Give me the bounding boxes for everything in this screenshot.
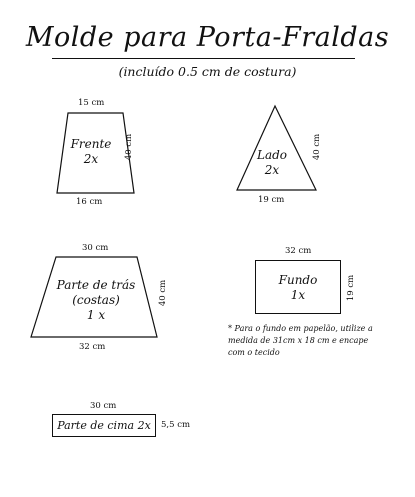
cima-label: Parte de cima 2x [57, 419, 151, 432]
frente-name: Frente [70, 137, 112, 151]
frente-label [66, 137, 116, 167]
subtitle: (incluído 0.5 cm de costura) [118, 64, 297, 79]
lado-height-dim: 40 cm [312, 133, 323, 161]
tras-qty: 1 x [86, 308, 106, 322]
fundo-qty: 1x [290, 288, 306, 302]
fundo-label [275, 273, 321, 303]
fundo-height-dim: 19 cm [346, 274, 357, 302]
tras-bottom-dim: 32 cm [79, 342, 106, 352]
tras-name-line2: (costas) [72, 293, 120, 307]
cima-shape [52, 414, 156, 437]
cardboard-note: * Para o fundo em papelão, utilize a medida de 31cm x 18 cm e encape com o tecido [228, 324, 373, 357]
lado-label [252, 148, 292, 178]
lado-name: Lado [256, 148, 288, 162]
cima-height-dim: 5,5 cm [161, 420, 191, 430]
tras-label [54, 278, 138, 323]
tras-height-dim: 40 cm [158, 279, 169, 307]
fundo-name: Fundo [278, 273, 318, 287]
frente-top-dim: 15 cm [78, 98, 105, 108]
lado-base-dim: 19 cm [258, 195, 285, 205]
frente-bottom-dim: 16 cm [76, 197, 103, 207]
tras-top-dim: 30 cm [82, 243, 109, 253]
frente-height-dim: 40 cm [124, 133, 135, 161]
tras-name-line1: Parte de trás [56, 278, 136, 292]
cima-width-dim: 30 cm [90, 401, 117, 411]
page-title: Molde para Porta-Fraldas [25, 22, 390, 53]
lado-qty: 2x [264, 163, 280, 177]
fundo-width-dim: 32 cm [285, 246, 312, 256]
frente-qty: 2x [83, 152, 99, 166]
